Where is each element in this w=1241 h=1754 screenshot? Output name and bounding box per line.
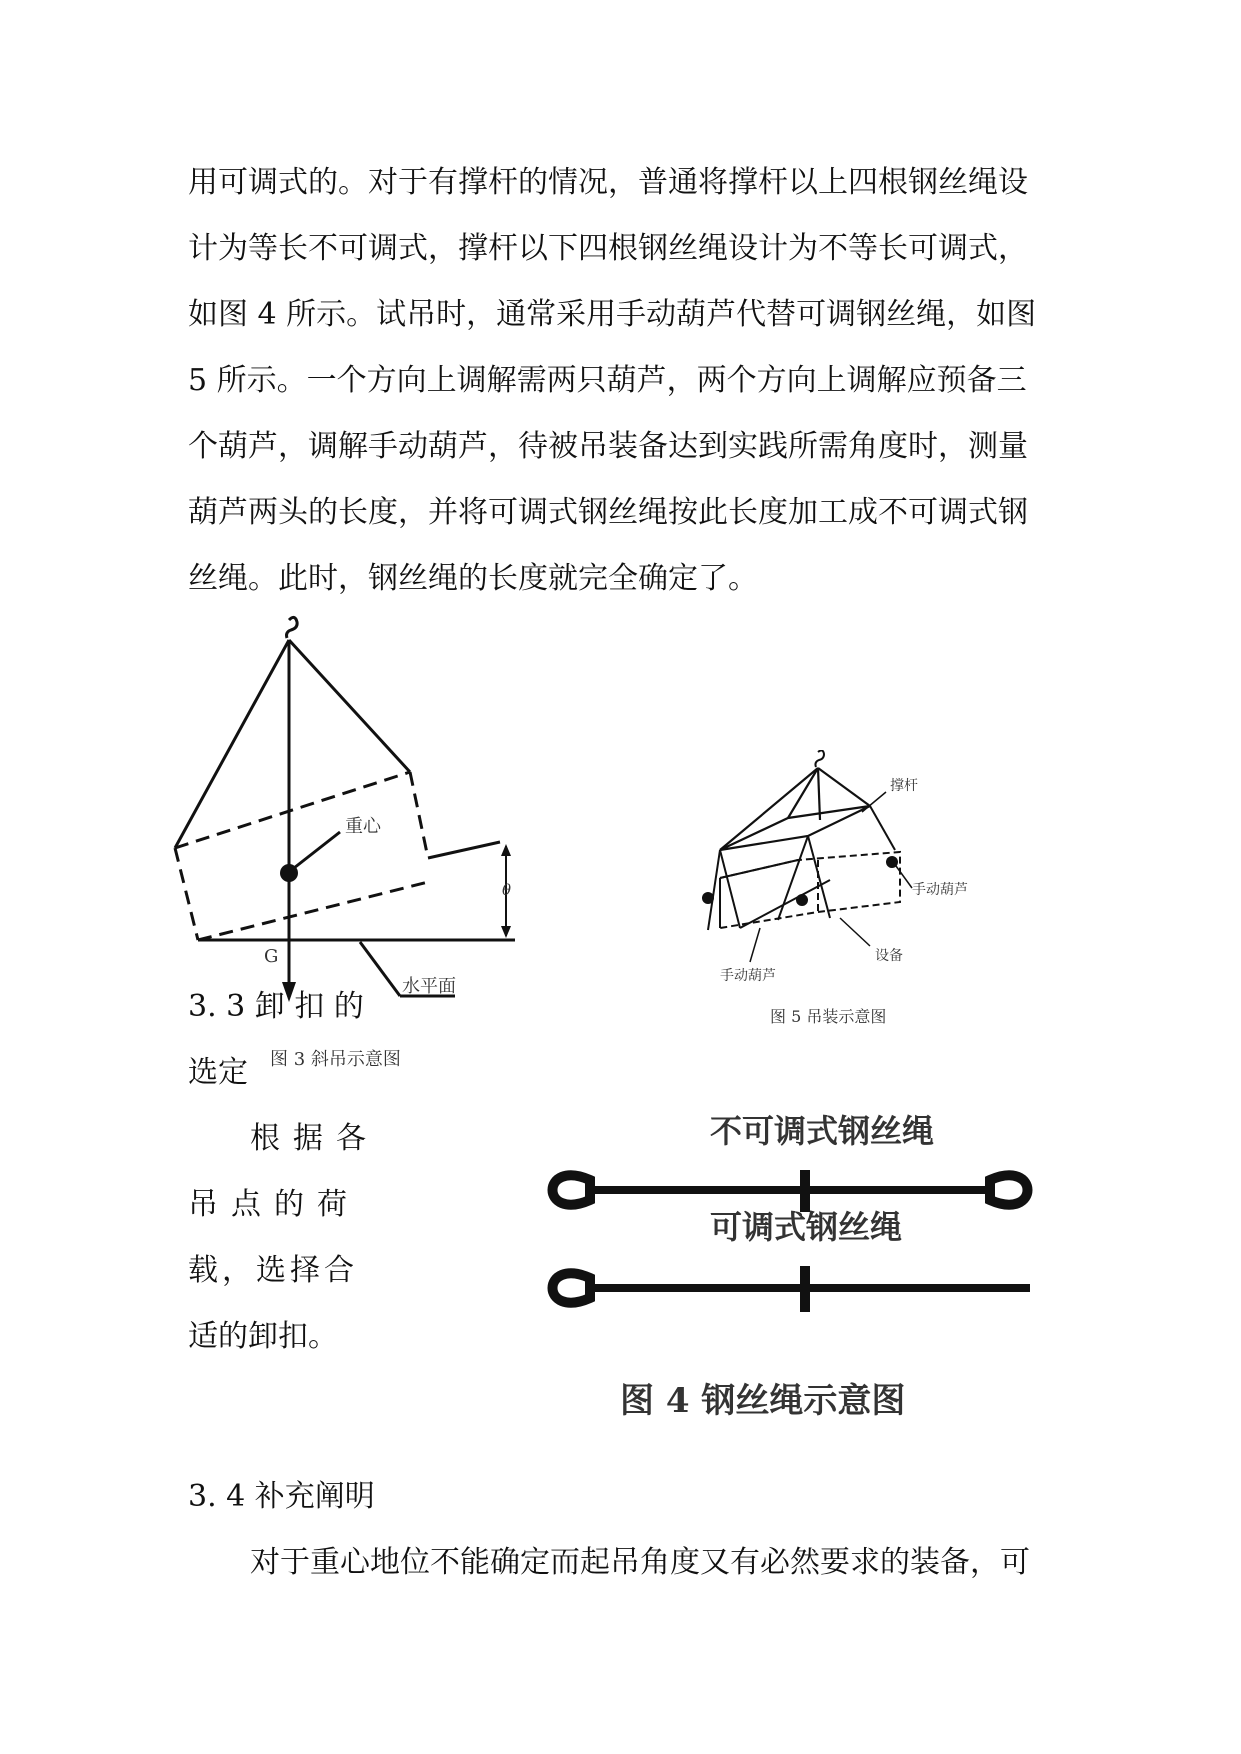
rope-loop-right [990, 1175, 1028, 1204]
strut-frame [720, 806, 870, 850]
body-paragraph [188, 150, 1058, 612]
sling [818, 768, 820, 820]
hook-icon [287, 617, 298, 638]
box-right-edge [410, 772, 428, 858]
sling [720, 850, 740, 928]
section-heading: 3. 3 卸 扣 的 [188, 989, 364, 1024]
adjustable-rope-label: 可调式钢丝绳 [710, 1208, 903, 1246]
sling [818, 768, 870, 806]
sling [870, 806, 895, 850]
section-heading: 选定 [188, 1055, 248, 1090]
section-3-4-text: 对于重心地位不能确定而起吊角度又有必然要求的装备，可 [250, 1545, 1030, 1580]
hoist-bottom-leader [750, 928, 760, 962]
body-line: 葫芦两头的长度，并将可调式钢丝绳按此长度加工成不可调式钢 [188, 495, 1028, 530]
section-text-line: 载，选择合 [188, 1253, 358, 1288]
rope-clamp [800, 1266, 810, 1312]
figure-4-drawing [520, 1100, 1080, 1440]
section-3-4-heading: 3. 4 补充阐明 [188, 1479, 375, 1514]
horizontal-plane-label: 水平面 [402, 976, 456, 997]
figure-4 [520, 1100, 1080, 1440]
rope-loop-left [553, 1273, 591, 1302]
body-line: 计为等长不可调式，撑杆以下四根钢丝绳设计为不等长可调式， [188, 231, 1028, 266]
hoist-right-leader [896, 866, 912, 888]
figure-5-drawing [690, 750, 990, 1040]
section-text-line: 适的卸扣。 [188, 1319, 338, 1354]
sling [708, 850, 720, 930]
hoist-dot [702, 892, 714, 904]
sling-right [289, 640, 410, 772]
figure-4-caption: 图 4 钢丝绳示意图 [620, 1381, 906, 1421]
theta-label: θ [502, 881, 512, 899]
arrow-down-icon [501, 926, 511, 938]
hoist-bottom-label: 手动葫芦 [720, 968, 776, 984]
rope-loop-left [553, 1175, 591, 1204]
sling [740, 880, 830, 928]
strut-label: 撑杆 [890, 778, 918, 794]
hoist-right-label: 手动葫芦 [912, 882, 968, 898]
sling [778, 836, 808, 920]
hook-icon [815, 750, 824, 767]
arrow-up-icon [501, 844, 511, 856]
body-line: 丝绳。此时，钢丝绳的长度就完全确定了。 [188, 561, 758, 596]
figure-5-caption: 图 5 吊装示意图 [770, 1007, 887, 1026]
body-line: 5 所示。一个方向上调解需两只葫芦，两个方向上调解应预备三 [188, 363, 1027, 398]
center-leader-line [294, 832, 340, 868]
section-3-3 [188, 974, 379, 1370]
equipment-box-edge [720, 860, 798, 878]
rope-clamp [800, 1170, 810, 1212]
inclined-edge [428, 842, 500, 858]
fixed-rope-label: 不可调式钢丝绳 [710, 1112, 935, 1150]
figure-5 [690, 750, 990, 1040]
center-label: 重心 [345, 816, 381, 837]
body-line: 如图 4 所示。试吊时，通常采用手动葫芦代替可调钢丝绳，如图 [188, 297, 1037, 332]
body-line: 用可调式的。对于有撑杆的情况，普通将撑杆以上四根钢丝绳设 [188, 165, 1028, 200]
section-text-line: 根据各 [250, 1121, 379, 1156]
body-line: 个葫芦，调解手动葫芦，待被吊装备达到实践所需角度时，测量 [188, 429, 1028, 464]
equipment-leader [840, 918, 870, 946]
box-bottom-edge [198, 882, 428, 940]
box-left-edge [175, 848, 198, 940]
hoist-dot [796, 894, 808, 906]
equipment-label: 设备 [875, 948, 903, 964]
g-label: G [264, 946, 279, 967]
sling [788, 768, 818, 818]
figure-3-caption: 图 3 斜吊示意图 [270, 1049, 401, 1070]
section-text-line: 吊点的荷 [188, 1187, 360, 1222]
